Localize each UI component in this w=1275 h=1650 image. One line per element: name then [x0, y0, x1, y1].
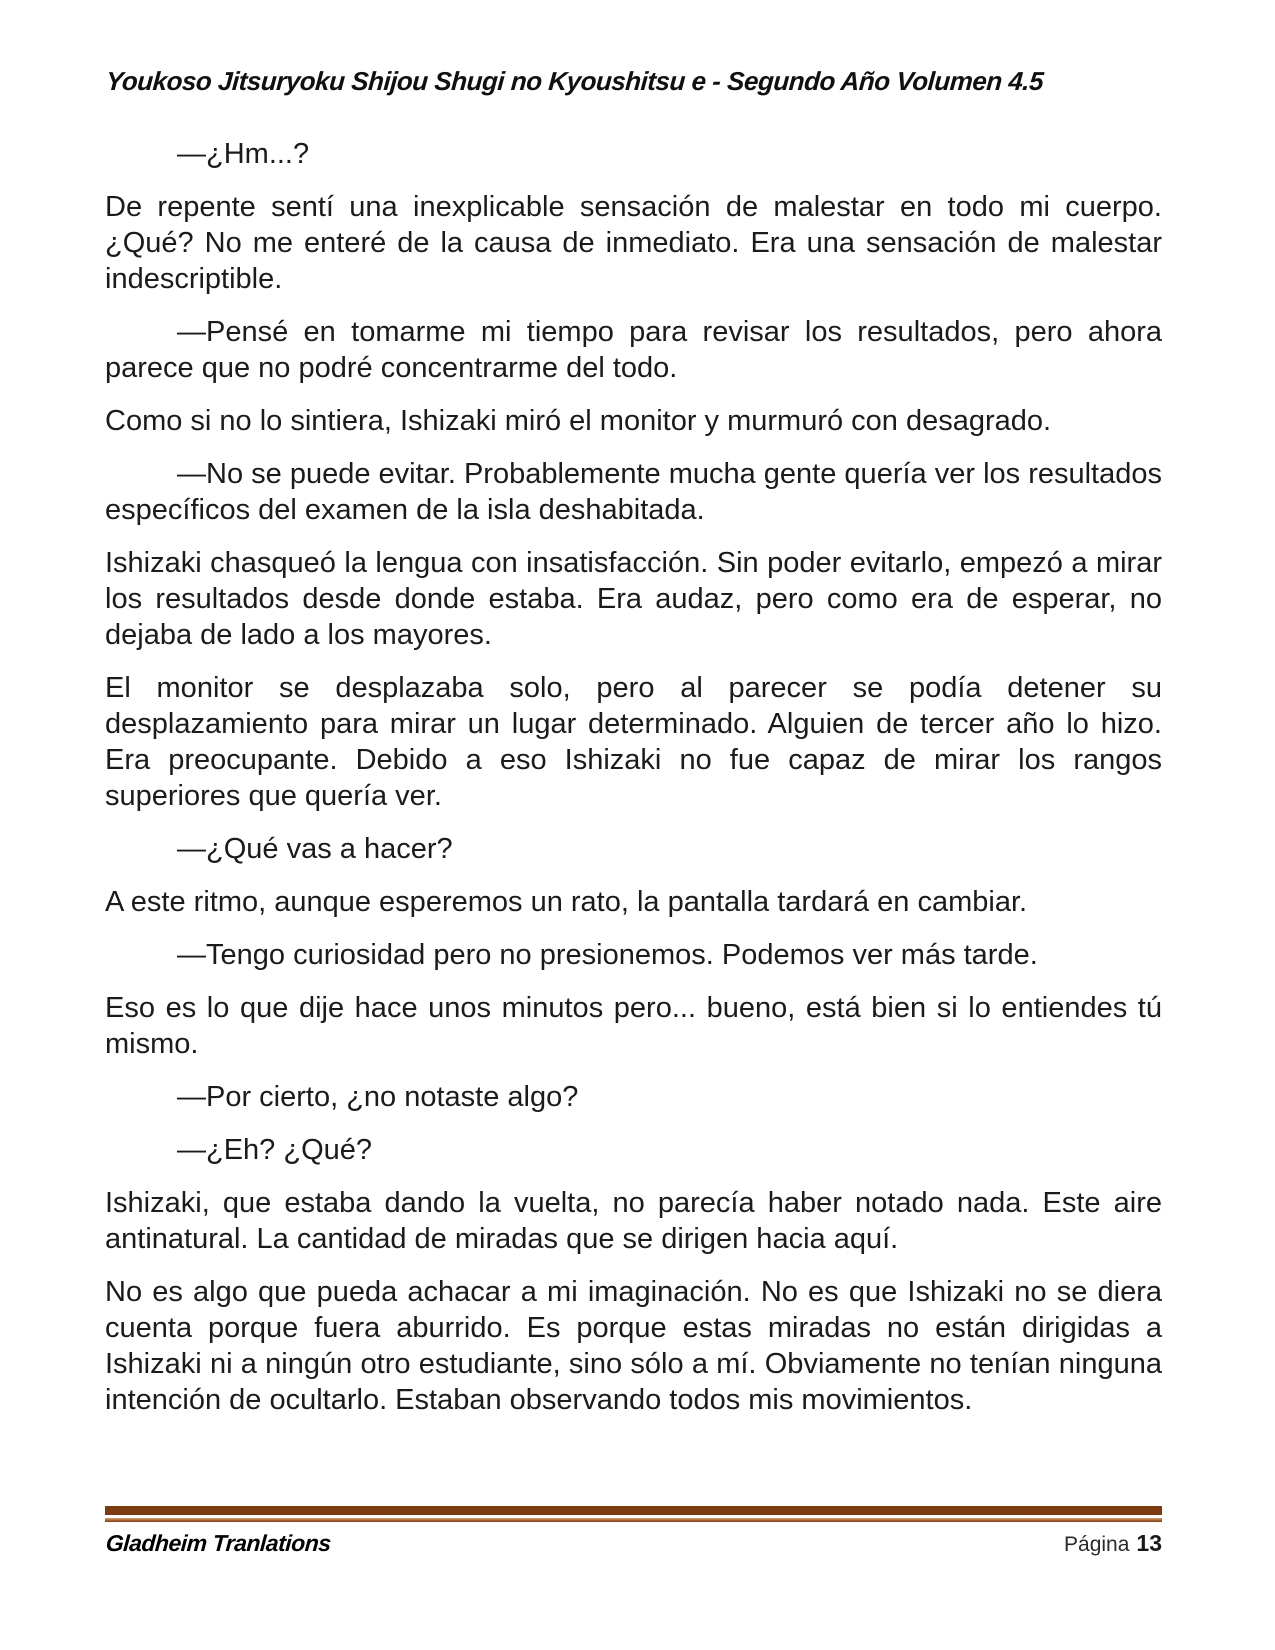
- paragraph-dialogue: —¿Hm...?: [177, 138, 310, 170]
- paragraph-narration: El monitor se desplazaba solo, pero al parecer se podía detener su desplazamiento para mirar un lugar determinado. Alguien de tercer año lo hizo. Era preocupante. Debido a eso Ishizaki no fue capaz de mirar los rangos superiores que quería ver.: [105, 672, 1162, 812]
- footer-rule-thin-line: [105, 1518, 1162, 1522]
- page-footer: [105, 1506, 1162, 1557]
- paragraph-narration: Como si no lo sintiera, Ishizaki miró el monitor y murmuró con desagrado.: [105, 405, 1052, 437]
- paragraph-dialogue: —¿Qué vas a hacer?: [177, 833, 453, 865]
- paragraph-dialogue: —No se puede evitar. Probablemente mucha gente quería ver los resultados específicos del examen de la isla deshabitada.: [105, 458, 1162, 526]
- paragraph-dialogue: —Por cierto, ¿no notaste algo?: [177, 1081, 579, 1113]
- footer-row: [105, 1530, 1162, 1557]
- paragraph-dialogue: —Tengo curiosidad pero no presionemos. Podemos ver más tarde.: [177, 939, 1038, 971]
- footer-brand: Gladheim Tranlations: [105, 1530, 332, 1556]
- paragraph-narration: A este ritmo, aunque esperemos un rato, la pantalla tardará en cambiar.: [105, 886, 1028, 918]
- paragraph-narration: Eso es lo que dije hace unos minutos pero... bueno, está bien si lo entiendes tú mismo.: [105, 992, 1162, 1060]
- paragraph-narration: Ishizaki, que estaba dando la vuelta, no parecía haber notado nada. Este aire antinatural. La cantidad de miradas que se dirigen hacia aquí.: [105, 1187, 1162, 1255]
- paragraph-narration: Ishizaki chasqueó la lengua con insatisfacción. Sin poder evitarlo, empezó a mirar los resultados desde donde estaba. Era audaz, pero como era de esperar, no dejaba de lado a los mayores.: [105, 547, 1162, 651]
- header-title: Youkoso Jitsuryoku Shijou Shugi no Kyoushitsu e - Segundo Año Volumen 4.5: [105, 66, 1045, 96]
- paragraph-dialogue: —¿Eh? ¿Qué?: [177, 1134, 373, 1166]
- document-body: [105, 136, 1162, 1435]
- page-number: [1064, 1530, 1162, 1557]
- paragraph-narration: De repente sentí una inexplicable sensación de malestar en todo mi cuerpo. ¿Qué? No me enteré de la causa de inmediato. Era una sensación de malestar indescriptible.: [105, 191, 1162, 295]
- footer-rule-thick-bar: [105, 1506, 1162, 1515]
- page-number-label: Página: [1064, 1533, 1130, 1556]
- paragraph-narration: No es algo que pueda achacar a mi imaginación. No es que Ishizaki no se diera cuenta porque fuera aburrido. Es porque estas miradas no están dirigidas a Ishizaki ni a ningún otro estudiante, sino sólo a mí. Obviamente no tenían ninguna intención de ocultarlo. Estaban observando todos mis movimientos.: [105, 1276, 1162, 1416]
- page-number-value: 13: [1136, 1530, 1162, 1556]
- footer-rule: [105, 1506, 1162, 1522]
- paragraph-dialogue: —Pensé en tomarme mi tiempo para revisar los resultados, pero ahora parece que no podré concentrarme del todo.: [105, 316, 1162, 384]
